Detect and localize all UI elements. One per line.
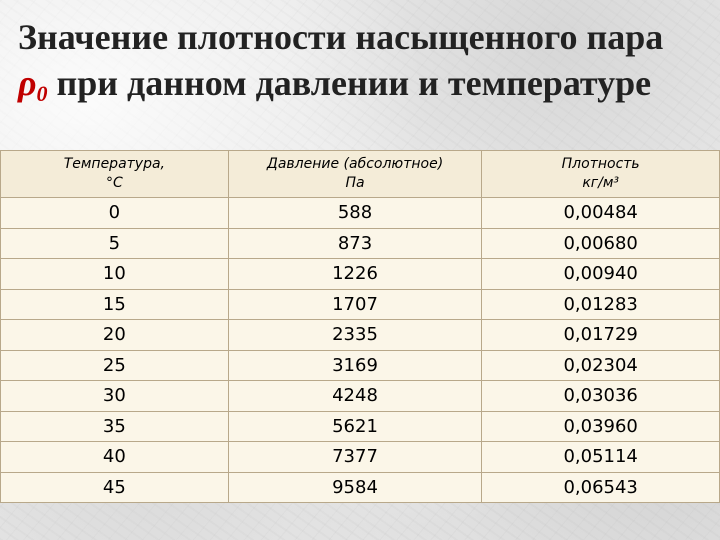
density-cell: 0,01283: [482, 289, 720, 320]
density-cell: 0,00680: [482, 228, 720, 259]
density-cell: 0,02304: [482, 350, 720, 381]
pressure-cell: 4248: [228, 381, 482, 412]
temperature-cell: 30: [1, 381, 229, 412]
slide-title: [18, 14, 708, 117]
pressure-cell: 3169: [228, 350, 482, 381]
density-cell: 0,03960: [482, 411, 720, 442]
table-row: [1, 198, 720, 229]
density-table: [0, 150, 720, 503]
pressure-cell: 588: [228, 198, 482, 229]
pressure-cell: 9584: [228, 472, 482, 503]
density-symbol: [18, 63, 48, 106]
table-body: [1, 198, 720, 503]
header-pressure: [228, 151, 482, 198]
temperature-cell: 45: [1, 472, 229, 503]
pressure-cell: 2335: [228, 320, 482, 351]
header-pressure-label: Давление (абсолютное): [266, 156, 444, 172]
header-density-label: Плотность: [561, 156, 640, 172]
temperature-cell: 10: [1, 259, 229, 290]
table-row: [1, 381, 720, 412]
pressure-cell: 1226: [228, 259, 482, 290]
pressure-cell: 873: [228, 228, 482, 259]
title-line-2: [18, 60, 708, 117]
temperature-cell: 25: [1, 350, 229, 381]
pressure-cell: 7377: [228, 442, 482, 473]
density-cell: 0,03036: [482, 381, 720, 412]
temperature-cell: 5: [1, 228, 229, 259]
pressure-cell: 1707: [228, 289, 482, 320]
table-row: [1, 320, 720, 351]
table-header-row: [1, 151, 720, 198]
density-cell: 0,01729: [482, 320, 720, 351]
density-table-container: [0, 150, 720, 503]
title-line-2-text: при данном давлении и температуре: [47, 63, 652, 103]
header-temperature: [1, 151, 229, 198]
density-cell: 0,00484: [482, 198, 720, 229]
density-cell: 0,06543: [482, 472, 720, 503]
table-row: [1, 259, 720, 290]
density-symbol-subscript: 0: [36, 81, 48, 106]
table-row: [1, 472, 720, 503]
density-symbol-letter: ρ: [18, 63, 37, 103]
table-row: [1, 228, 720, 259]
temperature-cell: 40: [1, 442, 229, 473]
title-line-1: Значение плотности насыщенного пара: [18, 17, 664, 57]
header-pressure-unit: Па: [345, 175, 365, 191]
table-row: [1, 289, 720, 320]
header-density: [482, 151, 720, 198]
temperature-cell: 0: [1, 198, 229, 229]
header-temperature-unit: °C: [105, 175, 123, 191]
table-row: [1, 442, 720, 473]
table-row: [1, 411, 720, 442]
header-density-unit: кг/м³: [582, 175, 620, 191]
density-cell: 0,00940: [482, 259, 720, 290]
header-temperature-label: Температура,: [63, 156, 166, 172]
temperature-cell: 35: [1, 411, 229, 442]
temperature-cell: 20: [1, 320, 229, 351]
pressure-cell: 5621: [228, 411, 482, 442]
density-cell: 0,05114: [482, 442, 720, 473]
temperature-cell: 15: [1, 289, 229, 320]
table-row: [1, 350, 720, 381]
